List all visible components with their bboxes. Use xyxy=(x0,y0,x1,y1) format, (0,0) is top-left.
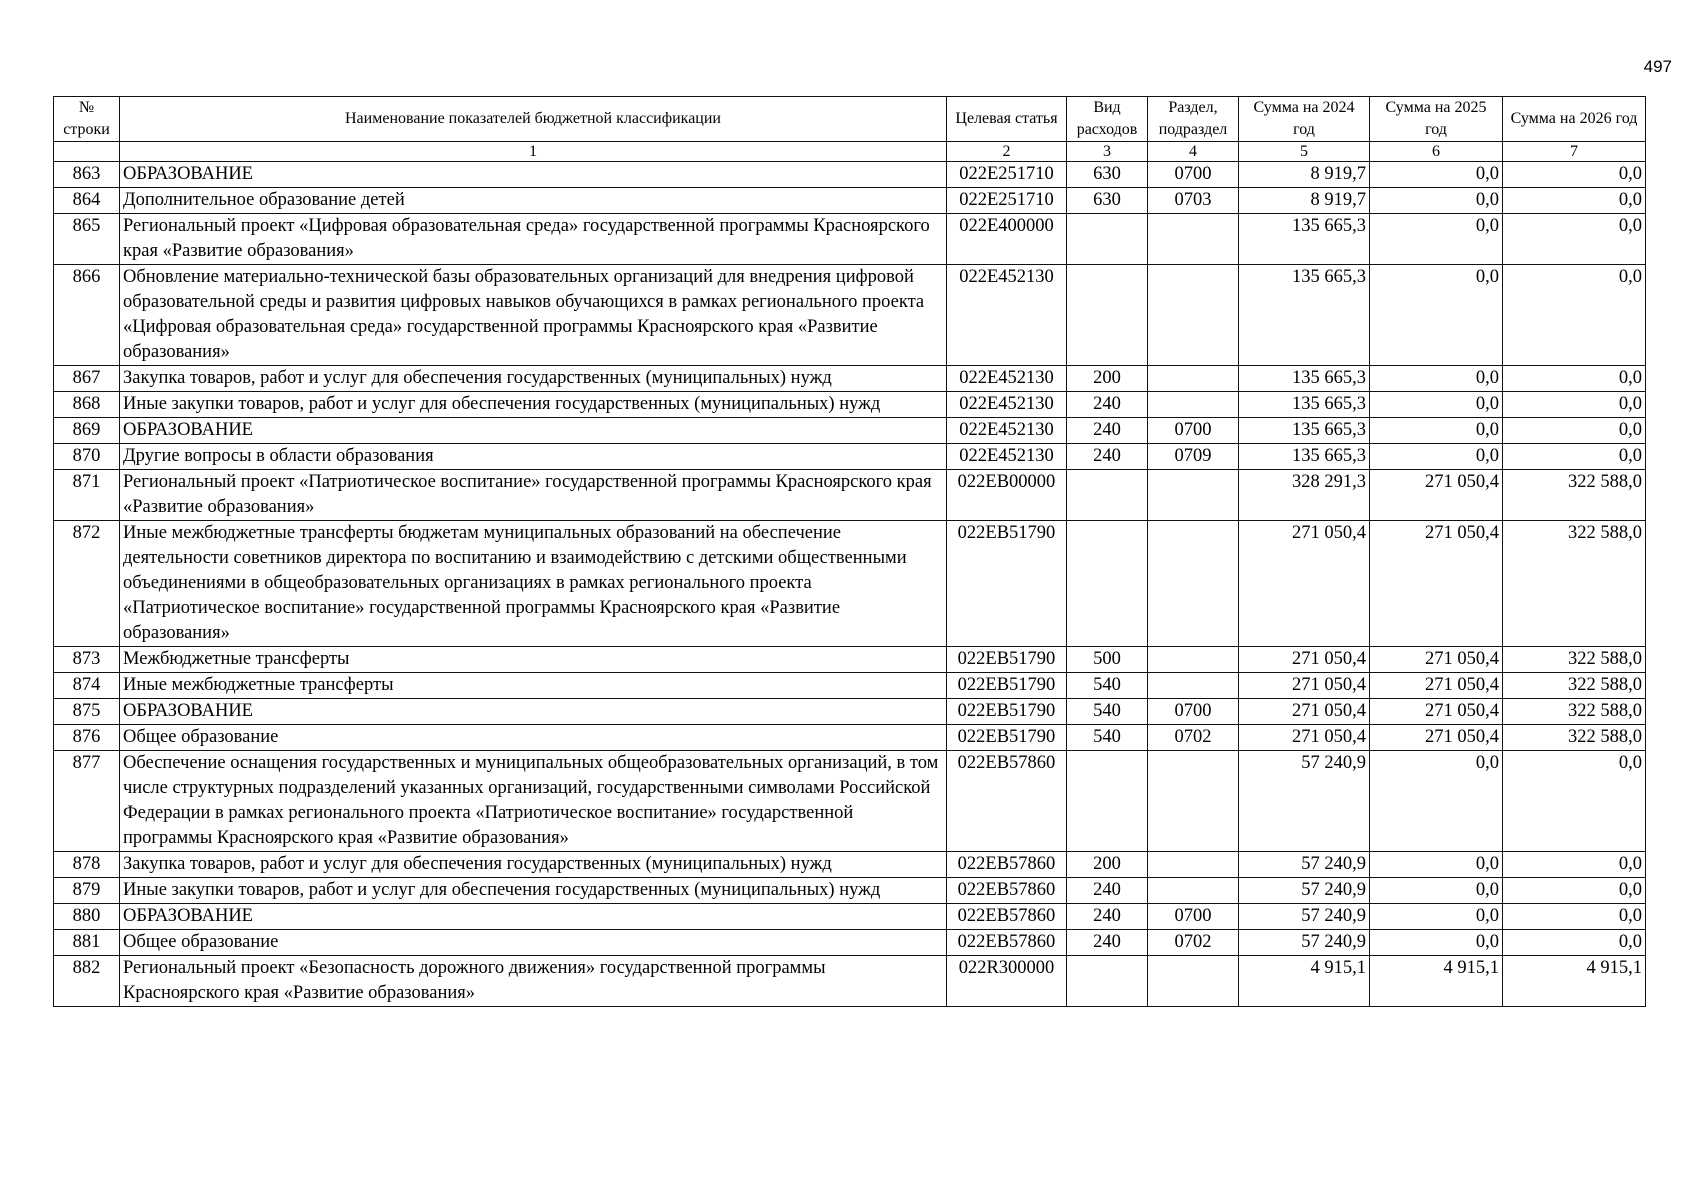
row-number-cell: 863 xyxy=(54,162,120,188)
row-sum-2025-cell: 0,0 xyxy=(1370,418,1503,444)
row-type-cell: 200 xyxy=(1067,852,1148,878)
row-target-cell: 022EB57860 xyxy=(947,878,1067,904)
row-number-cell: 877 xyxy=(54,751,120,852)
header-section: Раздел, подраздел xyxy=(1148,97,1239,142)
column-number: 6 xyxy=(1370,142,1503,162)
row-sum-2026-cell: 0,0 xyxy=(1503,214,1646,265)
header-target: Целевая статья xyxy=(947,97,1067,142)
header-sum-2025: Сумма на 2025 год xyxy=(1370,97,1503,142)
table-row xyxy=(54,699,1646,725)
row-name-cell: Региональный проект «Патриотическое воспитание» государственной программы Красноярского края «Развитие образования» xyxy=(120,470,947,521)
row-section-cell: 0709 xyxy=(1148,444,1239,470)
row-sum-2025-cell: 0,0 xyxy=(1370,751,1503,852)
row-section-cell xyxy=(1148,852,1239,878)
row-name-cell: ОБРАЗОВАНИЕ xyxy=(120,699,947,725)
row-type-cell: 240 xyxy=(1067,444,1148,470)
row-sum-2025-cell: 0,0 xyxy=(1370,214,1503,265)
row-sum-2026-cell: 322 588,0 xyxy=(1503,699,1646,725)
row-target-cell: 022E251710 xyxy=(947,188,1067,214)
table-body xyxy=(54,162,1646,1007)
table-row xyxy=(54,470,1646,521)
table-row xyxy=(54,647,1646,673)
row-section-cell xyxy=(1148,521,1239,647)
row-sum-2024-cell: 57 240,9 xyxy=(1239,930,1370,956)
row-name-cell: Региональный проект «Безопасность дорожного движения» государственной программы Красноярского края «Развитие образования» xyxy=(120,956,947,1007)
row-sum-2025-cell: 0,0 xyxy=(1370,265,1503,366)
row-sum-2025-cell: 0,0 xyxy=(1370,904,1503,930)
row-section-cell xyxy=(1148,956,1239,1007)
row-number-cell: 868 xyxy=(54,392,120,418)
row-name-cell: Закупка товаров, работ и услуг для обеспечения государственных (муниципальных) нужд xyxy=(120,852,947,878)
row-number-cell: 872 xyxy=(54,521,120,647)
row-sum-2024-cell: 135 665,3 xyxy=(1239,444,1370,470)
row-number-cell: 875 xyxy=(54,699,120,725)
row-sum-2024-cell: 271 050,4 xyxy=(1239,521,1370,647)
budget-table xyxy=(53,96,1646,1007)
row-target-cell: 022EB57860 xyxy=(947,904,1067,930)
row-name-cell: Другие вопросы в области образования xyxy=(120,444,947,470)
table-row xyxy=(54,366,1646,392)
row-sum-2025-cell: 271 050,4 xyxy=(1370,470,1503,521)
row-section-cell: 0703 xyxy=(1148,188,1239,214)
row-target-cell: 022E452130 xyxy=(947,444,1067,470)
row-sum-2024-cell: 135 665,3 xyxy=(1239,214,1370,265)
row-target-cell: 022R300000 xyxy=(947,956,1067,1007)
row-name-cell: Обновление материально-технической базы образовательных организаций для внедрения цифровой образовательной среды и развития цифровых навыков обучающихся в рамках регионального проекта «Цифровая образовательная среда» государственной программы Красноярского края «Развитие образования» xyxy=(120,265,947,366)
header-sum-2026: Сумма на 2026 год xyxy=(1503,97,1646,142)
row-sum-2025-cell: 271 050,4 xyxy=(1370,673,1503,699)
table-row xyxy=(54,751,1646,852)
row-section-cell: 0700 xyxy=(1148,162,1239,188)
row-target-cell: 022E251710 xyxy=(947,162,1067,188)
row-sum-2024-cell: 135 665,3 xyxy=(1239,392,1370,418)
row-sum-2025-cell: 0,0 xyxy=(1370,444,1503,470)
row-target-cell: 022EB57860 xyxy=(947,852,1067,878)
row-type-cell: 240 xyxy=(1067,930,1148,956)
row-sum-2026-cell: 322 588,0 xyxy=(1503,673,1646,699)
header-sum-2024: Сумма на 2024 год xyxy=(1239,97,1370,142)
row-target-cell: 022EB00000 xyxy=(947,470,1067,521)
column-number: 7 xyxy=(1503,142,1646,162)
row-number-cell: 874 xyxy=(54,673,120,699)
table-row xyxy=(54,162,1646,188)
row-target-cell: 022E452130 xyxy=(947,392,1067,418)
row-name-cell: Иные закупки товаров, работ и услуг для обеспечения государственных (муниципальных) нужд xyxy=(120,878,947,904)
table-row xyxy=(54,852,1646,878)
row-type-cell: 500 xyxy=(1067,647,1148,673)
row-type-cell xyxy=(1067,214,1148,265)
row-target-cell: 022EB51790 xyxy=(947,521,1067,647)
row-sum-2026-cell: 0,0 xyxy=(1503,751,1646,852)
header-row xyxy=(54,97,1646,142)
row-target-cell: 022E400000 xyxy=(947,214,1067,265)
row-sum-2024-cell: 57 240,9 xyxy=(1239,878,1370,904)
row-sum-2025-cell: 0,0 xyxy=(1370,162,1503,188)
row-name-cell: Иные межбюджетные трансферты бюджетам муниципальных образований на обеспечение деятельности советников директора по воспитанию и взаимодействию с детскими общественными объединениями в общеобразовательных организациях в рамках регионального проекта «Патриотическое воспитание» государственной программы Красноярского края «Развитие образования» xyxy=(120,521,947,647)
row-sum-2026-cell: 0,0 xyxy=(1503,878,1646,904)
row-name-cell: Региональный проект «Цифровая образовательная среда» государственной программы Красноярского края «Развитие образования» xyxy=(120,214,947,265)
row-sum-2026-cell: 4 915,1 xyxy=(1503,956,1646,1007)
row-sum-2024-cell: 57 240,9 xyxy=(1239,904,1370,930)
row-number-cell: 866 xyxy=(54,265,120,366)
row-target-cell: 022E452130 xyxy=(947,366,1067,392)
row-target-cell: 022EB51790 xyxy=(947,699,1067,725)
table-row xyxy=(54,956,1646,1007)
row-number-cell: 879 xyxy=(54,878,120,904)
row-section-cell xyxy=(1148,470,1239,521)
row-sum-2025-cell: 0,0 xyxy=(1370,188,1503,214)
row-sum-2025-cell: 271 050,4 xyxy=(1370,521,1503,647)
row-number-cell: 881 xyxy=(54,930,120,956)
row-name-cell: Закупка товаров, работ и услуг для обеспечения государственных (муниципальных) нужд xyxy=(120,366,947,392)
row-section-cell xyxy=(1148,214,1239,265)
row-sum-2024-cell: 271 050,4 xyxy=(1239,699,1370,725)
row-type-cell: 630 xyxy=(1067,162,1148,188)
row-section-cell: 0702 xyxy=(1148,725,1239,751)
row-sum-2024-cell: 135 665,3 xyxy=(1239,366,1370,392)
row-type-cell: 540 xyxy=(1067,673,1148,699)
row-sum-2025-cell: 271 050,4 xyxy=(1370,699,1503,725)
row-number-cell: 880 xyxy=(54,904,120,930)
row-type-cell xyxy=(1067,751,1148,852)
table-row xyxy=(54,214,1646,265)
row-sum-2026-cell: 0,0 xyxy=(1503,904,1646,930)
row-type-cell: 240 xyxy=(1067,392,1148,418)
row-sum-2026-cell: 322 588,0 xyxy=(1503,470,1646,521)
column-number-row xyxy=(54,142,1646,162)
row-sum-2026-cell: 0,0 xyxy=(1503,265,1646,366)
row-sum-2026-cell: 322 588,0 xyxy=(1503,725,1646,751)
row-name-cell: Обеспечение оснащения государственных и муниципальных общеобразовательных организаций, в том числе структурных подразделений указанных организаций, государственными символами Российской Федерации в рамках регионального проекта «Патриотическое воспитание» государственной программы Красноярского края «Развитие образования» xyxy=(120,751,947,852)
row-number-cell: 871 xyxy=(54,470,120,521)
row-type-cell: 240 xyxy=(1067,904,1148,930)
table-row xyxy=(54,904,1646,930)
table-row xyxy=(54,418,1646,444)
row-sum-2025-cell: 0,0 xyxy=(1370,366,1503,392)
row-number-cell: 882 xyxy=(54,956,120,1007)
row-section-cell: 0700 xyxy=(1148,699,1239,725)
row-section-cell: 0700 xyxy=(1148,904,1239,930)
row-section-cell xyxy=(1148,751,1239,852)
row-sum-2025-cell: 0,0 xyxy=(1370,392,1503,418)
row-sum-2024-cell: 328 291,3 xyxy=(1239,470,1370,521)
row-name-cell: Иные межбюджетные трансферты xyxy=(120,673,947,699)
row-sum-2024-cell: 271 050,4 xyxy=(1239,725,1370,751)
row-section-cell xyxy=(1148,392,1239,418)
table-row xyxy=(54,392,1646,418)
row-sum-2025-cell: 0,0 xyxy=(1370,852,1503,878)
table-row xyxy=(54,188,1646,214)
table-row xyxy=(54,265,1646,366)
page-number: 497 xyxy=(1643,57,1672,76)
row-target-cell: 022EB57860 xyxy=(947,930,1067,956)
row-target-cell: 022E452130 xyxy=(947,418,1067,444)
row-section-cell xyxy=(1148,647,1239,673)
row-target-cell: 022EB57860 xyxy=(947,751,1067,852)
row-sum-2024-cell: 271 050,4 xyxy=(1239,647,1370,673)
row-sum-2025-cell: 0,0 xyxy=(1370,930,1503,956)
row-number-cell: 878 xyxy=(54,852,120,878)
row-name-cell: ОБРАЗОВАНИЕ xyxy=(120,904,947,930)
row-target-cell: 022EB51790 xyxy=(947,647,1067,673)
row-sum-2024-cell: 57 240,9 xyxy=(1239,751,1370,852)
row-target-cell: 022EB51790 xyxy=(947,673,1067,699)
row-sum-2024-cell: 271 050,4 xyxy=(1239,673,1370,699)
row-type-cell: 240 xyxy=(1067,878,1148,904)
row-target-cell: 022EB51790 xyxy=(947,725,1067,751)
row-name-cell: Общее образование xyxy=(120,930,947,956)
table-row xyxy=(54,930,1646,956)
column-number: 1 xyxy=(120,142,947,162)
row-type-cell: 540 xyxy=(1067,699,1148,725)
row-number-cell: 876 xyxy=(54,725,120,751)
column-number: 2 xyxy=(947,142,1067,162)
row-section-cell xyxy=(1148,673,1239,699)
row-type-cell xyxy=(1067,956,1148,1007)
column-number: 4 xyxy=(1148,142,1239,162)
header-type: Вид расходов xyxy=(1067,97,1148,142)
row-sum-2024-cell: 57 240,9 xyxy=(1239,852,1370,878)
row-sum-2026-cell: 0,0 xyxy=(1503,392,1646,418)
row-sum-2024-cell: 8 919,7 xyxy=(1239,188,1370,214)
column-number: 3 xyxy=(1067,142,1148,162)
row-sum-2026-cell: 322 588,0 xyxy=(1503,647,1646,673)
row-sum-2024-cell: 8 919,7 xyxy=(1239,162,1370,188)
row-sum-2026-cell: 0,0 xyxy=(1503,418,1646,444)
row-sum-2025-cell: 271 050,4 xyxy=(1370,647,1503,673)
row-sum-2025-cell: 4 915,1 xyxy=(1370,956,1503,1007)
row-type-cell xyxy=(1067,470,1148,521)
row-number-cell: 867 xyxy=(54,366,120,392)
column-number: 5 xyxy=(1239,142,1370,162)
row-section-cell xyxy=(1148,265,1239,366)
row-type-cell: 630 xyxy=(1067,188,1148,214)
row-number-cell: 870 xyxy=(54,444,120,470)
row-sum-2026-cell: 0,0 xyxy=(1503,852,1646,878)
column-number-empty xyxy=(54,142,120,162)
row-target-cell: 022E452130 xyxy=(947,265,1067,366)
row-sum-2024-cell: 135 665,3 xyxy=(1239,418,1370,444)
row-sum-2025-cell: 0,0 xyxy=(1370,878,1503,904)
row-type-cell xyxy=(1067,521,1148,647)
row-name-cell: Общее образование xyxy=(120,725,947,751)
row-type-cell: 240 xyxy=(1067,418,1148,444)
row-section-cell: 0702 xyxy=(1148,930,1239,956)
row-number-cell: 873 xyxy=(54,647,120,673)
row-name-cell: Иные закупки товаров, работ и услуг для обеспечения государственных (муниципальных) нужд xyxy=(120,392,947,418)
row-sum-2026-cell: 0,0 xyxy=(1503,366,1646,392)
budget-table-container xyxy=(53,96,1645,1007)
row-type-cell xyxy=(1067,265,1148,366)
row-sum-2025-cell: 271 050,4 xyxy=(1370,725,1503,751)
row-section-cell xyxy=(1148,878,1239,904)
row-type-cell: 200 xyxy=(1067,366,1148,392)
header-name: Наименование показателей бюджетной классификации xyxy=(120,97,947,142)
row-sum-2024-cell: 4 915,1 xyxy=(1239,956,1370,1007)
row-section-cell xyxy=(1148,366,1239,392)
row-sum-2026-cell: 0,0 xyxy=(1503,188,1646,214)
row-type-cell: 540 xyxy=(1067,725,1148,751)
row-number-cell: 864 xyxy=(54,188,120,214)
table-row xyxy=(54,725,1646,751)
table-row xyxy=(54,673,1646,699)
row-sum-2026-cell: 322 588,0 xyxy=(1503,521,1646,647)
row-number-cell: 865 xyxy=(54,214,120,265)
header-row-no: № строки xyxy=(54,97,120,142)
row-sum-2026-cell: 0,0 xyxy=(1503,162,1646,188)
row-name-cell: ОБРАЗОВАНИЕ xyxy=(120,162,947,188)
row-number-cell: 869 xyxy=(54,418,120,444)
row-sum-2026-cell: 0,0 xyxy=(1503,930,1646,956)
row-sum-2026-cell: 0,0 xyxy=(1503,444,1646,470)
table-row xyxy=(54,444,1646,470)
row-name-cell: ОБРАЗОВАНИЕ xyxy=(120,418,947,444)
table-row xyxy=(54,878,1646,904)
row-sum-2024-cell: 135 665,3 xyxy=(1239,265,1370,366)
row-name-cell: Дополнительное образование детей xyxy=(120,188,947,214)
row-section-cell: 0700 xyxy=(1148,418,1239,444)
row-name-cell: Межбюджетные трансферты xyxy=(120,647,947,673)
table-row xyxy=(54,521,1646,647)
